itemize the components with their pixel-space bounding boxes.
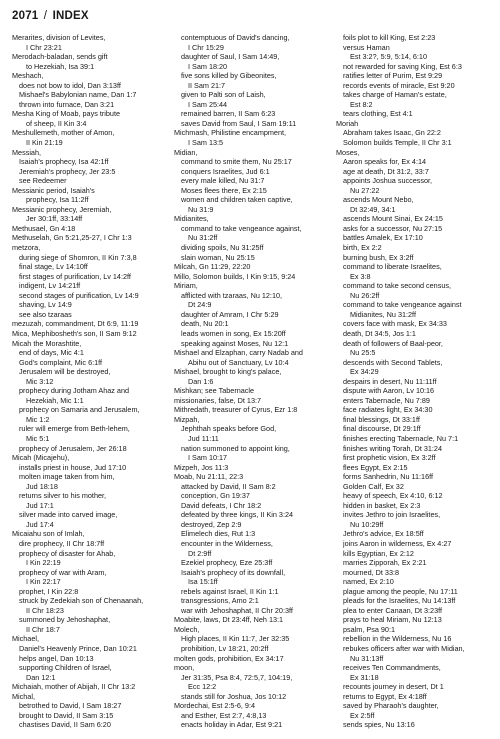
index-subentry: stands still for Joshua, Jos 10:12 <box>181 691 287 701</box>
index-subentry: marries Zipporah, Ex 2:21 <box>343 558 427 568</box>
index-subentry: Ex 3:8 <box>350 271 371 281</box>
index-entry: Miriam, <box>174 281 198 291</box>
index-subentry: five sons killed by Gibeonites, <box>181 71 277 81</box>
index-subentry: command to take vengeance against <box>343 300 462 310</box>
index-subentry: Ex 2:5ff <box>350 710 375 720</box>
index-subentry: Isaiah's prophecy, Isa 42:1ff <box>19 157 109 167</box>
index-column-3 <box>336 33 490 730</box>
index-entry: Messianic period, Isaiah's <box>12 185 95 195</box>
index-entry: Mizpah, <box>174 414 200 424</box>
index-subentry: given to Palti son of Laish, <box>181 90 266 100</box>
index-entry: Milcah, Gn 11:29, 22:20 <box>174 262 251 272</box>
index-subentry: David defeats, I Chr 18:2 <box>181 500 262 510</box>
index-subentry: tears clothing, Est 4:1 <box>343 109 413 119</box>
index-subentry: Jud 17:1 <box>26 500 54 510</box>
index-subentry: battles Amalek, Ex 17:10 <box>343 233 423 243</box>
index-subentry: conquers Israelites, Jud 6:1 <box>181 166 270 176</box>
index-entry: Meshullemeth, mother of Amon, <box>12 128 115 138</box>
index-subentry: slain woman, Nu 25:15 <box>181 252 255 262</box>
index-subentry: Moses flees there, Ex 2:15 <box>181 185 267 195</box>
index-subentry: Jer 30:1ff, 33:14ff <box>26 214 83 224</box>
index-subentry: enters Tabernacle, Nu 7:89 <box>343 395 430 405</box>
index-subentry: Mic 5:1 <box>26 433 50 443</box>
index-subentry: command to take vengeance against, <box>181 223 302 233</box>
index-subentry: Nu 10:29ff <box>350 519 384 529</box>
index-subentry: ratifies letter of Purim, Est 9:29 <box>343 71 443 81</box>
index-subentry: leads women in song, Ex 15:20ff <box>181 328 286 338</box>
index-entry: Messianic prophecy, Jeremiah, <box>12 204 112 214</box>
index-subentry: ascends Mount Nebo, <box>343 195 414 205</box>
index-entry: Micah (Micajehu), <box>12 453 70 463</box>
index-subentry: end of days, Mic 4:1 <box>19 348 84 358</box>
index-subentry: foils plot to kill King, Est 2:23 <box>343 33 436 42</box>
index-subentry: II Kin 21:19 <box>26 138 63 148</box>
index-subentry: shaving, Lv 14:9 <box>19 300 72 310</box>
index-subentry: birth, Ex 2:2 <box>343 243 382 253</box>
index-subentry: prophecy during Jotham Ahaz and <box>19 386 130 396</box>
index-subentry: Elimelech dies, Rut 1:3 <box>181 529 256 539</box>
index-subentry: first stages of purification, Lv 14:2ff <box>19 271 131 281</box>
index-subentry: Midianites, Nu 31:2ff <box>350 309 416 319</box>
index-entry: Midian, <box>174 147 198 157</box>
index-entry: Michmash, Philistine encampment, <box>174 128 287 138</box>
index-subentry: Ex 34:29 <box>350 367 379 377</box>
index-subentry: Aaron speaks for, Ex 4:14 <box>343 157 427 167</box>
index-subentry: High places, II Kin 11:7, Jer 32:35 <box>181 634 290 644</box>
index-subentry: betrothed to David, I Sam 18:27 <box>19 701 122 711</box>
index-subentry: of sheep, II Kin 3:4 <box>26 118 87 128</box>
index-subentry: and Esther, Est 2:7, 4:8,13 <box>181 710 267 720</box>
index-subentry: war with Jehoshaphat, II Chr 20:3ff <box>181 605 293 615</box>
index-entry: Messiah, <box>12 147 42 157</box>
index-column-2 <box>174 33 328 730</box>
index-subentry: invites Jethro to join Israelites, <box>343 510 441 520</box>
index-entry: Moabite, laws, Dt 23:4ff, Neh 13:1 <box>174 615 284 625</box>
index-subentry: molten image taken from him, <box>19 472 115 482</box>
index-subentry: installs priest in house, Jud 17:10 <box>19 462 127 472</box>
index-subentry: struck by Zedekiah son of Chenaanah, <box>19 596 144 606</box>
index-subentry: Jeremiah's prophecy, Jer 23:5 <box>19 166 116 176</box>
index-subentry: asks for a successor, Nu 27:15 <box>343 223 443 233</box>
index-subentry: nation summoned to appoint king, <box>181 443 290 453</box>
index-subentry: Jethro's advice, Ex 18:5ff <box>343 529 424 539</box>
index-subentry: Jephthah speaks before God, <box>181 424 277 434</box>
index-entry: Methusael, Gn 4:18 <box>12 223 76 233</box>
index-entry: Mithredath, treasurer of Cyrus, Ezr 1:8 <box>174 405 298 415</box>
index-subentry: speaking against Moses, Nu 12:1 <box>181 338 289 348</box>
index-subentry: Dt 2:9ff <box>188 548 212 558</box>
index-subentry: flees Egypt, Ex 2:15 <box>343 462 408 472</box>
index-subentry: kills Egyptian, Ex 2:12 <box>343 548 414 558</box>
index-entry: Merodach-baladan, sends gift <box>12 52 108 62</box>
index-subentry: I Kin 22:19 <box>26 558 61 568</box>
index-subentry: finishes writing Torah, Dt 31:24 <box>343 443 443 453</box>
index-subentry: contemptuous of David's dancing, <box>181 33 290 42</box>
index-subentry: face radiates light, Ex 34:30 <box>343 405 433 415</box>
index-subentry: prophecy, Isa 11:2ff <box>26 195 89 205</box>
index-subentry: mourned, Dt 33:8 <box>343 567 400 577</box>
index-entry: Michael, <box>12 634 39 644</box>
index-subentry: I Sam 10:17 <box>188 453 228 463</box>
index-subentry: Jerusalem will be destroyed, <box>19 367 111 377</box>
index-entry: Meshach, <box>12 71 44 81</box>
index-entry: Moab, Nu 21:11, 22:3 <box>174 472 244 482</box>
index-subentry: rebukes officers after war with Midian, <box>343 644 465 653</box>
index-subentry: Mishael's Babylonian name, Dan 1:7 <box>19 90 137 100</box>
index-entry: Moses, <box>336 147 360 157</box>
index-subentry: rebels against Israel, II Kin 1:1 <box>181 586 279 596</box>
index-subentry: not rewarded for saving King, Est 6:3 <box>343 61 462 71</box>
index-subentry: Daniel's Heavenly Prince, Dan 10:21 <box>19 644 137 653</box>
index-subentry: dispute with Aaron, Lv 10:16 <box>343 386 435 396</box>
index-subentry: women and children taken captive, <box>181 195 293 205</box>
index-subentry: despairs in desert, Nu 11:11ff <box>343 376 437 386</box>
index-subentry: Golden Calf, Ex 32 <box>343 481 404 491</box>
index-subentry: prophecy on Samaria and Jerusalem, <box>19 405 140 415</box>
index-subentry: every male killed, Nu 31:7 <box>181 176 265 186</box>
index-subentry: see Redeemer <box>19 176 67 186</box>
index-subentry: records events of miracle, Est 9:20 <box>343 80 455 90</box>
index-entry: moon, <box>174 663 195 673</box>
index-subentry: final stage, Lv 14:10ff <box>19 262 88 272</box>
index-subentry: Ezekiel prophecy, Eze 25:3ff <box>181 558 273 568</box>
index-subentry: plague among the people, Nu 17:11 <box>343 586 458 596</box>
index-subentry: transgressions, Amo 2:1 <box>181 596 259 606</box>
index-subentry: forms Sanhedrin, Nu 11:16ff <box>343 472 434 482</box>
index-entry: molten gods, prohibition, Ex 34:17 <box>174 653 284 663</box>
index-subentry: prophet, I Kin 22:8 <box>19 586 79 596</box>
index-subentry: command to liberate Israelites, <box>343 262 442 272</box>
index-subentry: afflicted with tzaraas, Nu 12:10, <box>181 290 283 300</box>
index-subentry: supporting Children of Israel, <box>19 663 112 673</box>
index-subentry: Nu 26:2ff <box>350 290 380 300</box>
index-subentry: Isaiah's prophecy of its downfall, <box>181 567 286 577</box>
index-subentry: Ecc 12:2 <box>188 682 217 692</box>
index-entry: Mordechai, Est 2:5-6, 9:4 <box>174 701 255 711</box>
index-subentry: helps angel, Dan 10:13 <box>19 653 94 663</box>
index-subentry: covers face with mask, Ex 34:33 <box>343 319 447 329</box>
index-entry: Mishael and Elzaphan, carry Nadab and <box>174 348 303 358</box>
index-subentry: Isa 15:1ff <box>188 577 218 587</box>
index-subentry: Jud 17:4 <box>26 519 54 529</box>
index-entry: Michaiah, mother of Abijah, II Chr 13:2 <box>12 682 136 692</box>
index-subentry: Est 3:2?, 5:9, 5:14, 6:10 <box>350 52 427 62</box>
index-subentry: Solomon builds Temple, II Chr 3:1 <box>343 138 452 148</box>
section-title: INDEX <box>52 10 89 22</box>
index-entry: Mishael, brought to king's palace, <box>174 367 282 377</box>
index-entry: metzora, <box>12 243 41 253</box>
index-subentry: ascends Mount Sinai, Ex 24:15 <box>343 214 443 224</box>
index-subentry: dire prophecy, II Chr 18:7ff <box>19 538 105 548</box>
index-entry: Micaiahu son of Imlah, <box>12 529 85 539</box>
index-subentry: Mic 3:12 <box>26 376 54 386</box>
index-entry: missionaries, false, Dt 13:7 <box>174 395 262 405</box>
index-entry: Moriah <box>336 118 359 128</box>
index-subentry: does not bow to idol, Dan 3:13ff <box>19 80 121 90</box>
index-subentry: rebellion in the Wilderness, Nu 16 <box>343 634 452 644</box>
index-subentry: I Kin 22:17 <box>26 577 61 587</box>
index-subentry: prays to heal Miriam, Nu 12:13 <box>343 615 442 625</box>
index-subentry: chastises David, II Sam 6:20 <box>19 720 111 730</box>
index-subentry: descends with Second Tablets, <box>343 357 443 367</box>
index-subentry: death, Dt 34:5, Jos 1:1 <box>343 328 416 338</box>
index-entry: Mizpeh, Jos 11:3 <box>174 462 229 472</box>
index-subentry: death, Nu 20:1 <box>181 319 229 329</box>
index-subentry: Jer 31:35, Psa 8:4, 72:5,7, 104:19, <box>181 672 293 682</box>
index-subentry: Abihu out of Sanctuary, Lv 10:4 <box>188 357 289 367</box>
index-subentry: I Chr 23:21 <box>26 42 62 52</box>
index-subentry: ruler will emerge from Beth-lehem, <box>19 424 130 434</box>
index-subentry: Abraham takes Isaac, Gn 22:2 <box>343 128 441 138</box>
index-subentry: attacked by David, II Sam 8:2 <box>181 481 276 491</box>
index-subentry: dividing spoils, Nu 31:25ff <box>181 243 264 253</box>
index-subentry: Est 8:2 <box>350 99 373 109</box>
index-subentry: prohibition, Lv 18:21, 20:2ff <box>181 644 269 653</box>
index-subentry: I Chr 15:29 <box>188 42 224 52</box>
index-subentry: second stages of purification, Lv 14:9 <box>19 290 139 300</box>
index-subentry: command to take second census, <box>343 281 452 291</box>
index-subentry: appoints Joshua successor, <box>343 176 433 186</box>
index-subentry: psalm, Psa 90:1 <box>343 624 395 634</box>
index-subentry: to Hezekiah, Isa 39:1 <box>26 61 95 71</box>
index-subentry: receives Ten Commandments, <box>343 663 441 673</box>
index-subentry: conception, Gn 19:37 <box>181 491 250 501</box>
index-subentry: daughter of Amram, I Chr 5:29 <box>181 309 279 319</box>
index-subentry: returns to Egypt, Ex 4:18ff <box>343 691 427 701</box>
index-entry: Molech, <box>174 624 200 634</box>
index-subentry: recounts journey in desert, Dt 1 <box>343 682 444 692</box>
index-subentry: Nu 31:2ff <box>188 233 218 243</box>
index-subentry: Dt 24:9 <box>188 300 212 310</box>
index-subentry: final blessings, Dt 33:1ff <box>343 414 420 424</box>
index-subentry: death of followers of Baal-peor, <box>343 338 443 348</box>
index-subentry: see also tzaraas <box>19 309 72 319</box>
index-subentry: Jud 18:18 <box>26 481 58 491</box>
index-subentry: heavy of speech, Ex 4:10, 6:12 <box>343 491 443 501</box>
index-entry: Merarites, division of Levites, <box>12 33 106 42</box>
index-subentry: Ex 31:18 <box>350 672 379 682</box>
index-subentry: I Sam 18:20 <box>188 61 228 71</box>
index-entry: Methuselah, Gn 5:21,25-27, I Chr 1:3 <box>12 233 132 243</box>
index-subentry: takes charge of Haman's estate, <box>343 90 447 100</box>
index-subentry: Nu 27:22 <box>350 185 380 195</box>
index-subentry: daughter of Saul, I Sam 14:49, <box>181 52 280 62</box>
index-entry: Mesha King of Moab, pays tribute <box>12 109 121 119</box>
index-subentry: hidden in basket, Ex 2:3 <box>343 500 421 510</box>
index-subentry: thrown into furnace, Dan 3:21 <box>19 99 115 109</box>
index-subentry: Dt 32:49, 34:1 <box>350 204 396 214</box>
index-subentry: saved by Pharaoh's daughter, <box>343 701 439 711</box>
index-subentry: versus Haman <box>343 42 390 52</box>
index-subentry: first prophetic vision, Ex 3:2ff <box>343 453 436 463</box>
index-subentry: destroyed, Zep 2:9 <box>181 519 242 529</box>
index-subentry: enacts holiday in Adar, Est 9:21 <box>181 720 283 730</box>
index-subentry: Nu 31:9 <box>188 204 214 214</box>
index-entry: Midianites, <box>174 214 209 224</box>
index-subentry: pleads for the Israelites, Nu 14:13ff <box>343 596 456 606</box>
index-subentry: Nu 25:5 <box>350 348 376 358</box>
index-column-1 <box>12 33 166 730</box>
index-subentry: Dan 1:6 <box>188 376 214 386</box>
index-subentry: prophecy of war with Aram, <box>19 567 107 577</box>
index-subentry: Dan 12:1 <box>26 672 56 682</box>
index-subentry: finishes erecting Tabernacle, Nu 7:1 <box>343 433 459 443</box>
index-entry: Mica, Mephibosheth's son, II Sam 9:12 <box>12 328 137 338</box>
index-entry: Mishkan; see Tabernacle <box>174 386 255 396</box>
index-subentry: defeated by three kings, II Kin 3:24 <box>181 510 294 520</box>
index-subentry: prophecy of Jerusalem, Jer 26:18 <box>19 443 127 453</box>
index-entry: Micah the Morashtite, <box>12 338 82 348</box>
index-subentry: returns silver to his mother, <box>19 491 107 501</box>
index-entry: Millo, Solomon builds, I Kin 9:15, 9:24 <box>174 271 296 281</box>
index-subentry: Hezekiah, Mic 1:1 <box>26 395 84 405</box>
index-subentry: remained barren, II Sam 6:23 <box>181 109 276 119</box>
index-subentry: I Sam 25:44 <box>188 99 228 109</box>
index-subentry: Mic 1:2 <box>26 414 50 424</box>
index-entry: mezuzah, commandment, Dt 6:9, 11:19 <box>12 319 139 329</box>
page-number: 2071 <box>12 10 39 22</box>
index-subentry: sends spies, Nu 13:16 <box>343 720 415 730</box>
index-entry: Michal, <box>12 691 35 701</box>
index-subentry: named, Ex 2:10 <box>343 577 394 587</box>
index-subentry: I Sam 13:5 <box>188 138 224 148</box>
header-separator: / <box>43 10 48 22</box>
index-subentry: joins Aaron in wilderness, Ex 4:27 <box>343 538 452 548</box>
index-subentry: indigent, Lv 14:21ff <box>19 281 81 291</box>
index-subentry: brought to David, II Sam 3:15 <box>19 710 114 720</box>
index-subentry: during siege of Shomron, II Kin 7:3,8 <box>19 252 137 262</box>
index-subentry: age at death, Dt 31:2, 33:7 <box>343 166 429 176</box>
index-subentry: Jud 11:11 <box>188 433 219 443</box>
index-subentry: prophecy of disaster for Ahab, <box>19 548 116 558</box>
index-subentry: final discourse, Dt 29:1ff <box>343 424 421 434</box>
index-subentry: II Chr 18:7 <box>26 624 60 634</box>
page-header <box>12 10 89 22</box>
index-subentry: silver made into carved image, <box>19 510 118 520</box>
index-subentry: plea to enter Canaan, Dt 3:23ff <box>343 605 443 615</box>
index-subentry: encounter in the Wilderness, <box>181 538 273 548</box>
index-subentry: II Sam 21:7 <box>188 80 226 90</box>
index-subentry: II Chr 18:23 <box>26 605 64 615</box>
index-subentry: saves David from Saul, I Sam 19:11 <box>181 118 297 128</box>
index-subentry: Nu 31:13ff <box>350 653 384 663</box>
index-subentry: burning bush, Ex 3:2ff <box>343 252 414 262</box>
index-subentry: command to smite them, Nu 25:17 <box>181 157 292 167</box>
index-subentry: God's complaint, Mic 6:1ff <box>19 357 103 367</box>
index-subentry: summoned by Jehoshaphat, <box>19 615 111 625</box>
